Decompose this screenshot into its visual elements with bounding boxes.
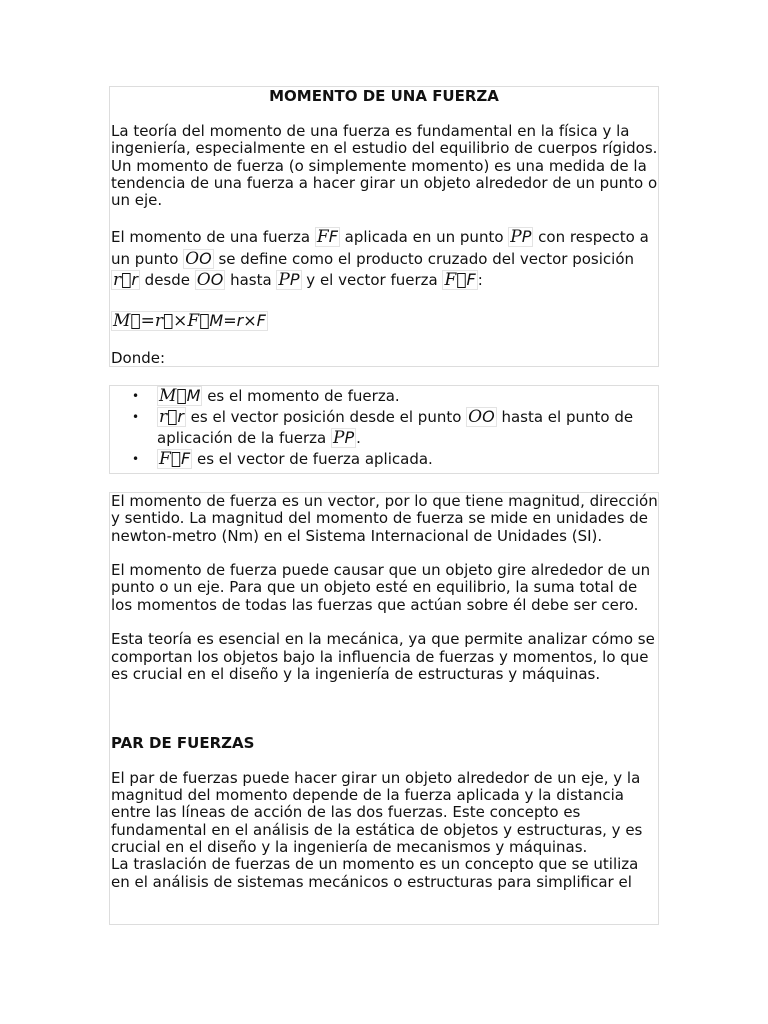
math-r-1: r⃗r — [113, 270, 138, 291]
math-F: F⃗F — [159, 449, 191, 469]
def-text-6: hasta — [225, 271, 277, 290]
bullet-icon: • — [132, 410, 140, 424]
paragraph-mechanics: Esta teoría es esencial en la mecánica, ya que permite analizar cómo se comportan los objetos bajo la influencia de fuerzas y momentos, lo que es crucial en el diseño y la ingeniería de estructuras y máquinas. — [111, 630, 655, 683]
math-O: OO — [468, 407, 495, 427]
intro-paragraph: La teoría del momento de una fuerza es fundamental en la física y la ingeniería, especialmente en el estudio del equilibrio de cuerpos rígidos. Un momento de fuerza (o simplemente momento) es una medida de la tendencia de una fuerza a hacer girar un objeto alrededor de un punto o un eje. — [111, 122, 658, 210]
document-title: MOMENTO DE UNA FUERZA — [269, 87, 499, 105]
donde-label: Donde: — [111, 348, 166, 367]
bullet-icon: • — [132, 452, 140, 466]
section-heading-par-de-fuerzas: PAR DE FUERZAS — [111, 734, 255, 753]
definition-paragraph — [110, 227, 658, 292]
def-text-4: se define como el producto cruzado del vector posición — [213, 249, 635, 268]
definitions-list — [110, 386, 658, 470]
list-item: • r⃗r es el vector posición desde el punto OO hasta el punto de aplicación de la fuerza PP . — [132, 407, 634, 448]
paragraph-traslacion: La traslación de fuerzas de un momento es un concepto que se utiliza en el análisis de sistemas mecánicos o estructuras para simplificar el — [111, 855, 639, 891]
def-text-2: aplicada en un punto — [339, 228, 509, 247]
math-P-2: PP — [278, 270, 300, 291]
def-text-5: desde — [139, 271, 195, 290]
def-text-1: El momento de una fuerza — [111, 228, 315, 247]
math-O-1: OO — [185, 248, 212, 269]
math-r: r⃗r — [159, 407, 184, 427]
formula — [110, 310, 658, 332]
def-text-8: : — [477, 271, 483, 290]
math-F-1: FF — [316, 227, 338, 248]
math-M: M⃗M — [159, 386, 201, 406]
body-section — [109, 492, 659, 925]
formula-serif: M⃗=r⃗×F⃗ — [113, 310, 210, 331]
intro-section — [109, 86, 659, 367]
def-text-3: con respecto a un punto — [111, 228, 649, 268]
bullet-icon: • — [132, 389, 140, 403]
list-item: • M⃗M es el momento de fuerza. — [132, 386, 400, 406]
paragraph-vector: El momento de fuerza es un vector, por lo que tiene magnitud, dirección y sentido. La magnitud del momento de fuerza se mide en unidades de newton-metro (Nm) en el Sistema Internacional de Unidades (SI). — [111, 492, 658, 545]
formula-box — [111, 311, 268, 331]
definitions-list-section — [109, 385, 659, 474]
math-P-1: PP — [510, 227, 532, 248]
math-F-2: F⃗F — [444, 270, 476, 291]
paragraph-equilibrium: El momento de fuerza puede causar que un objeto gire alrededor de un punto o un eje. Para que un objeto esté en equilibrio, la suma total de los momentos de todas las fuerzas que actúan sobre él debe ser cero. — [111, 561, 651, 614]
paragraph-par-de-fuerzas: El par de fuerzas puede hacer girar un objeto alrededor de un eje, y la magnitud del momento depende de la fuerza aplicada y la distancia entre las líneas de acción de las dos fuerzas. Este concepto es fundamental en el análisis de la estática de objetos y estructuras, y es crucial en el diseño y la ingeniería de mecanismos y máquinas. — [111, 768, 643, 857]
list-item: • F⃗F es el vector de fuerza aplicada. — [132, 449, 433, 469]
math-P: PP — [333, 428, 355, 448]
def-text-7: y el vector fuerza — [301, 271, 443, 290]
math-O-2: OO — [196, 270, 224, 291]
formula-sans: M=r×F — [209, 310, 266, 330]
